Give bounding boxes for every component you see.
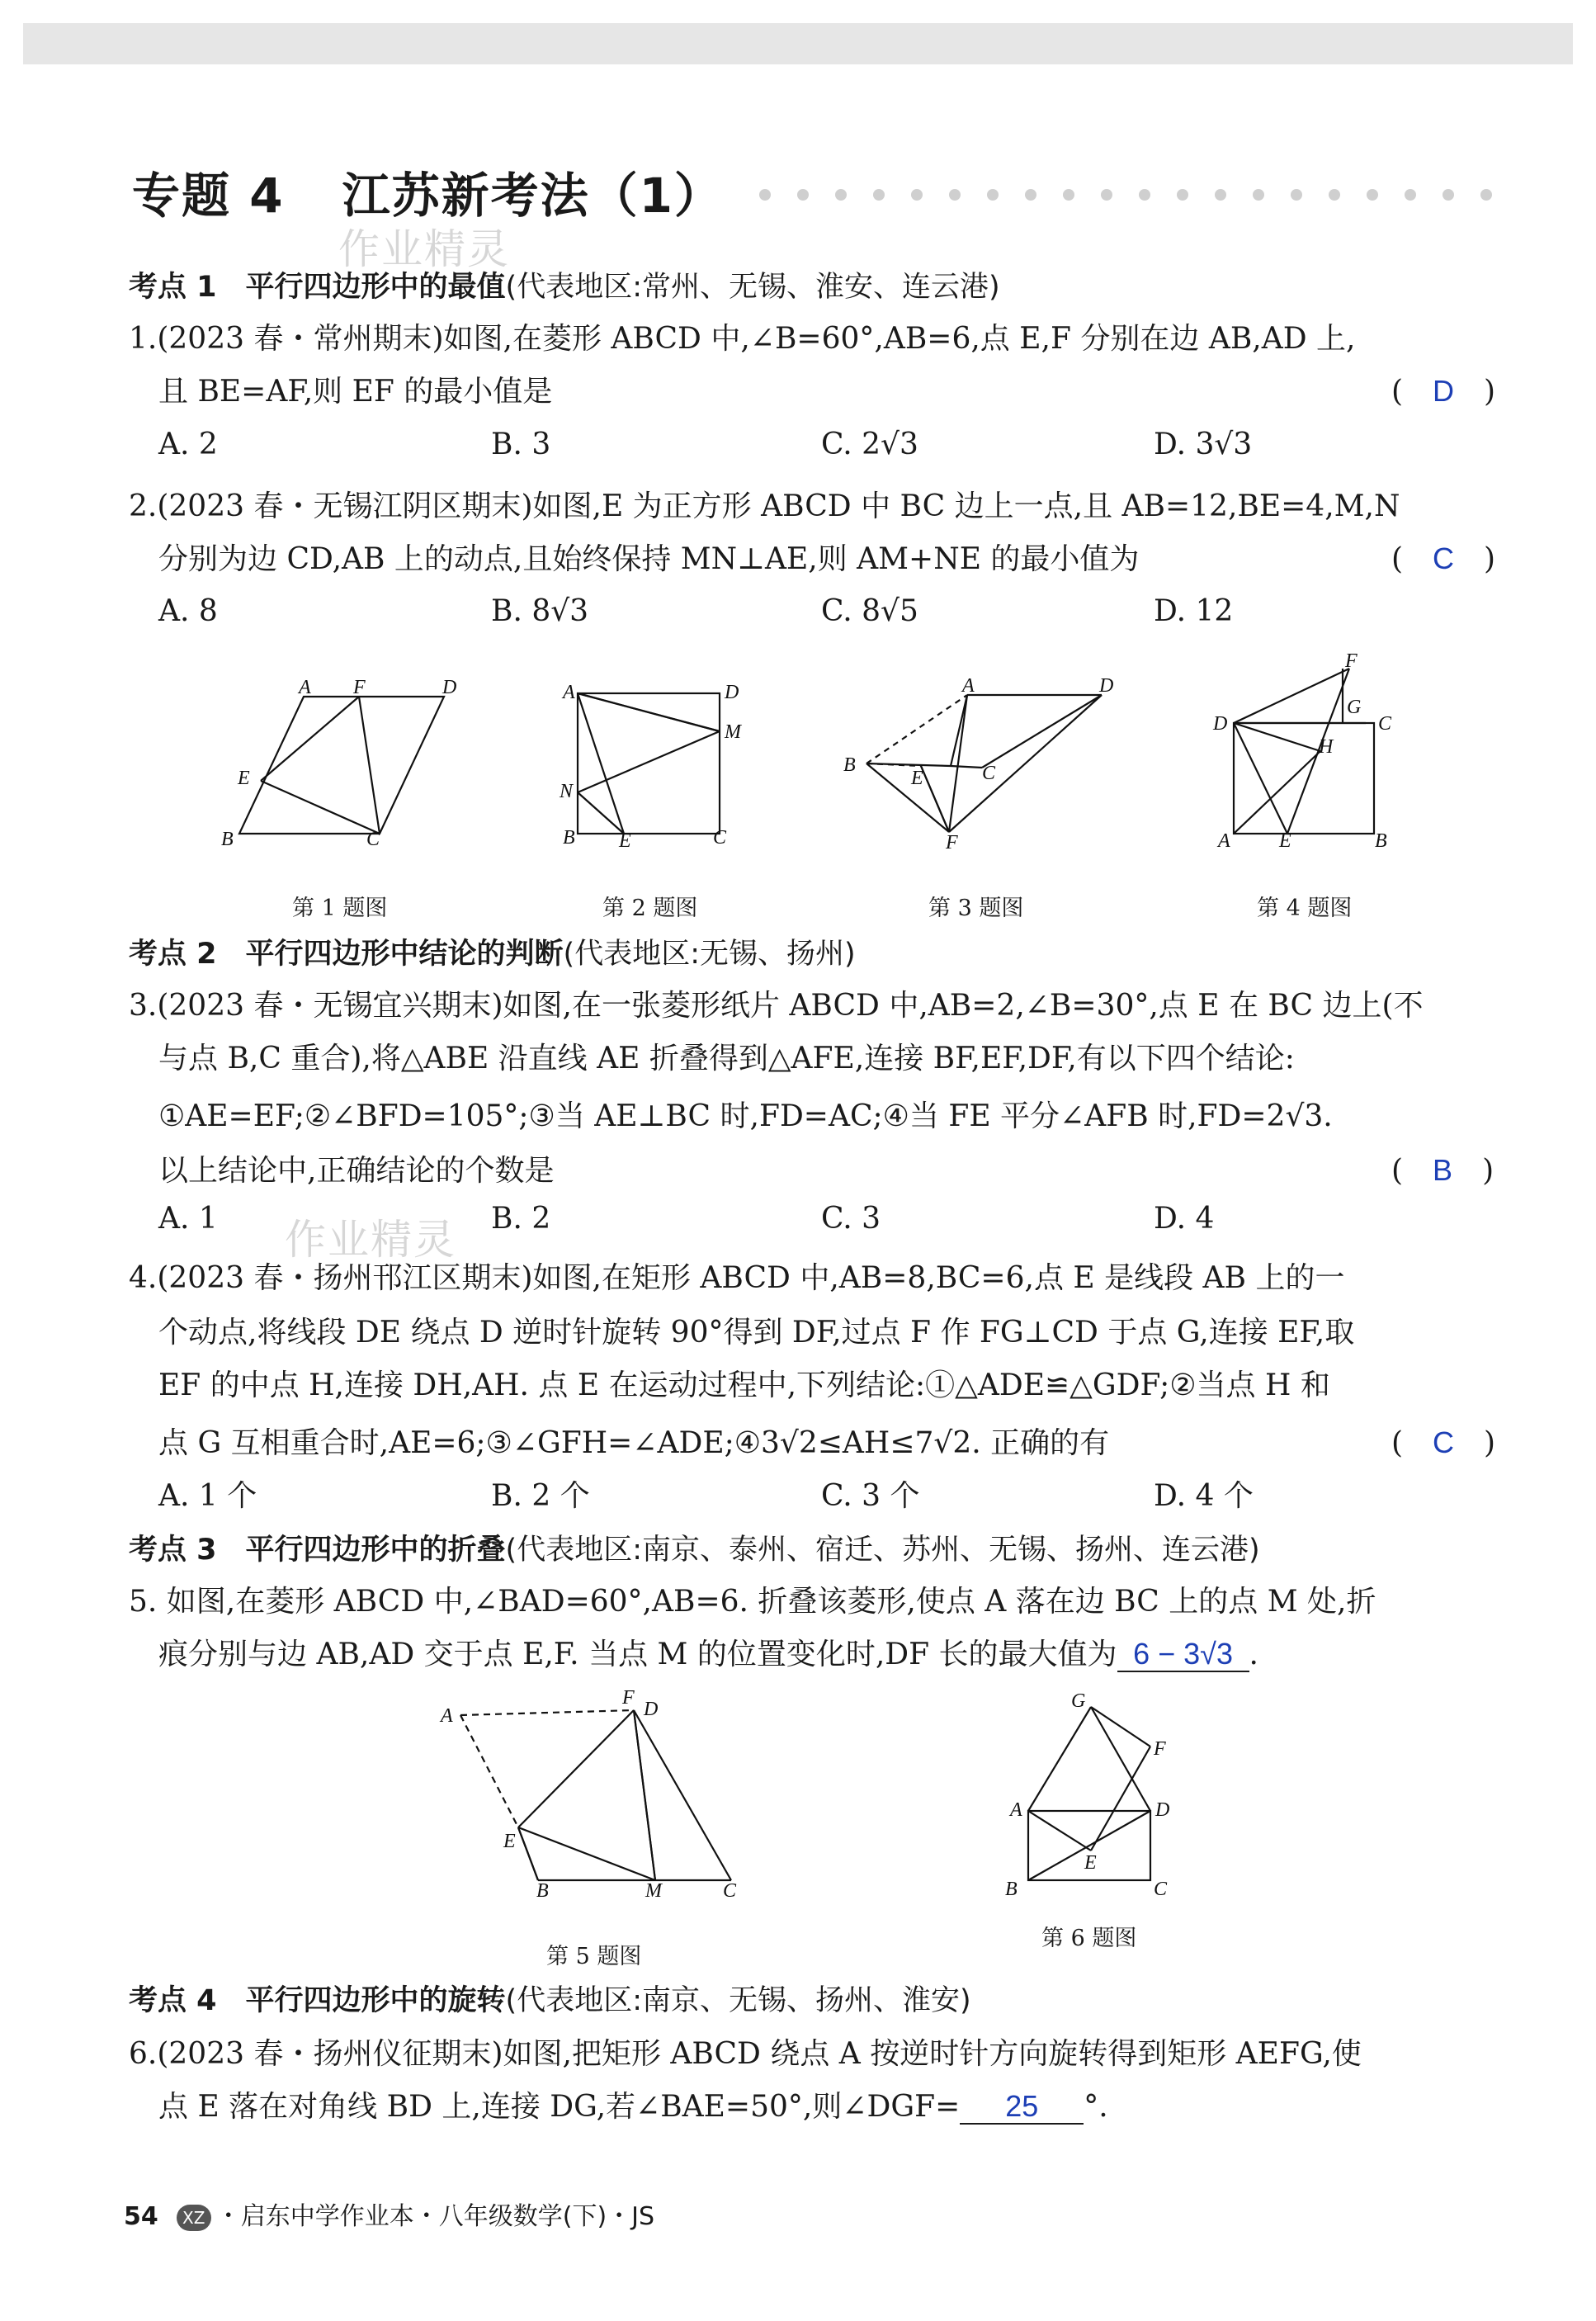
- fig6-label-b: B: [1005, 1879, 1018, 1900]
- q4-answer: ( C ): [1391, 1425, 1496, 1460]
- fig2-label-d: D: [725, 682, 739, 703]
- fig6-label-g: G: [1071, 1690, 1086, 1712]
- fig5-label-d: D: [644, 1699, 659, 1720]
- q4-line-2: 个动点,将线段 DE 绕点 D 逆时针旋转 90°得到 DF,过点 F 作 FG⊥CD 于点 G,连接 EF,取: [158, 1316, 1355, 1350]
- q3-line-2: 与点 B,C 重合),将△ABE 沿直线 AE 折叠得到△AFE,连接 BF,EF,DF,有以下四个结论:: [158, 1042, 1295, 1075]
- section-heading-3: 考点 3 平行四边形中的折叠(代表地区:南京、泰州、宿迁、苏州、无锡、扬州、连云港): [129, 1534, 1260, 1567]
- fig3-label-e: E: [911, 768, 923, 789]
- publisher-badge: XZ: [177, 2205, 211, 2231]
- fig4-label-h: H: [1319, 736, 1334, 758]
- topic-number: 专题 4: [132, 168, 285, 224]
- q4-option-d: D. 4 个: [1154, 1479, 1254, 1513]
- page-number: 54: [124, 2202, 158, 2231]
- q3-line-3: ①AE=EF;②∠BFD=105°;③当 AE⊥BC 时,FD=AC;④当 FE 平分∠AFB 时,FD=2√3.: [158, 1099, 1333, 1133]
- q6-answer-blank[interactable]: 25: [960, 2090, 1084, 2125]
- fig5-label-b: B: [536, 1880, 549, 1902]
- fig4-label-c: C: [1378, 713, 1392, 735]
- fig2-label-c: C: [713, 827, 727, 849]
- q6-line-1: 6.(2023 春・扬州仪征期末)如图,把矩形 ABCD 绕点 A 按逆时针方向旋转得到矩形 AEFG,使: [129, 2037, 1362, 2071]
- watermark: 作业精灵: [338, 225, 510, 273]
- q4-line-4: 点 G 互相重合时,AE=6;③∠GFH=∠ADE;④3√2≤AH≤7√2. 正确的有: [158, 1426, 1110, 1460]
- q1-line-2: 且 BE=AF,则 EF 的最小值是: [158, 375, 553, 409]
- fig5-label-f: F: [622, 1687, 635, 1709]
- q1-option-d: D. 3√3: [1154, 428, 1253, 461]
- fig3-label-d: D: [1099, 675, 1114, 697]
- fig3-label-b: B: [843, 754, 856, 776]
- q4-option-b: B. 2 个: [491, 1479, 590, 1513]
- fig6-label-a: A: [1010, 1799, 1022, 1821]
- fig5-label-m: M: [645, 1880, 662, 1902]
- q2-option-b: B. 8√3: [491, 594, 589, 628]
- q4-option-a: A. 1 个: [158, 1479, 257, 1513]
- section-heading-2: 考点 2 平行四边形中结论的判断(代表地区:无锡、扬州): [129, 938, 856, 971]
- fig4-label-b: B: [1375, 830, 1387, 852]
- q2-answer: ( C ): [1391, 541, 1496, 576]
- fig3-caption: 第 3 题图: [928, 896, 1024, 921]
- fig4-label-g: G: [1347, 697, 1362, 718]
- fig3-label-f: F: [946, 832, 958, 853]
- fig2-label-n: N: [560, 781, 574, 802]
- fig3-label-a: A: [962, 675, 975, 697]
- q6-line-2: 点 E 落在对角线 BD 上,连接 DG,若∠BAE=50°,则∠DGF= 25 °.: [158, 2089, 1108, 2124]
- page-footer: [124, 2196, 654, 2232]
- fig4-label-f: F: [1345, 650, 1358, 672]
- q3-line-4: 以上结论中,正确结论的个数是: [158, 1154, 555, 1188]
- q1-answer: ( D ): [1391, 374, 1496, 409]
- fig1-label-e: E: [238, 768, 250, 789]
- q3-line-1: 3.(2023 春・无锡宜兴期末)如图,在一张菱形纸片 ABCD 中,AB=2,∠B=30°,点 E 在 BC 边上(不: [129, 989, 1424, 1023]
- fig2-label-m: M: [725, 721, 741, 743]
- q4-line-1: 4.(2023 春・扬州邗江区期末)如图,在矩形 ABCD 中,AB=8,BC=6,点 E 是线段 AB 上的一: [129, 1261, 1345, 1295]
- fig5-caption: 第 5 题图: [546, 1944, 642, 1969]
- q3-answer: ( B ): [1391, 1153, 1494, 1188]
- fig1-caption: 第 1 题图: [292, 896, 388, 921]
- section-heading-4: 考点 4 平行四边形中的旋转(代表地区:南京、无锡、扬州、淮安): [129, 1984, 971, 2017]
- fig2-caption: 第 2 题图: [602, 896, 698, 921]
- fig1-label-f: F: [353, 677, 366, 698]
- fig6-label-d: D: [1155, 1799, 1170, 1821]
- section-heading-1: 考点 1 平行四边形中的最值(代表地区:常州、无锡、淮安、连云港): [129, 271, 1000, 304]
- q5-line-1: 5. 如图,在菱形 ABCD 中,∠BAD=60°,AB=6. 折叠该菱形,使点 A 落在边 BC 上的点 M 处,折: [129, 1585, 1376, 1619]
- watermark: 作业精灵: [285, 1216, 456, 1264]
- fig6-label-c: C: [1154, 1879, 1168, 1900]
- q2-option-c: C. 8√5: [821, 594, 918, 628]
- q1-line-1: 1.(2023 春・常州期末)如图,在菱形 ABCD 中,∠B=60°,AB=6,点 E,F 分别在边 AB,AD 上,: [129, 322, 1356, 356]
- q5-line-2: 痕分别与边 AB,AD 交于点 E,F. 当点 M 的位置变化时,DF 长的最大值为 6 − 3√3 .: [158, 1637, 1258, 1671]
- fig1-label-c: C: [366, 829, 380, 850]
- q2-line-1: 2.(2023 春・无锡江阴区期末)如图,E 为正方形 ABCD 中 BC 边上一点,且 AB=12,BE=4,M,N: [129, 489, 1400, 523]
- topic-title: 江苏新考法（1）: [342, 168, 724, 224]
- q3-option-c: C. 3: [821, 1202, 881, 1236]
- fig1-label-b: B: [221, 829, 234, 850]
- q5-answer-blank[interactable]: 6 − 3√3: [1117, 1638, 1249, 1672]
- q2-option-a: A. 8: [158, 594, 218, 628]
- q1-option-a: A. 2: [158, 428, 218, 461]
- q3-option-b: B. 2: [491, 1202, 551, 1236]
- fig1-label-d: D: [442, 677, 457, 698]
- fig5-label-a: A: [441, 1705, 453, 1727]
- fig5-label-e: E: [503, 1831, 516, 1852]
- fig4-caption: 第 4 题图: [1257, 896, 1353, 921]
- fig6-label-e: E: [1084, 1852, 1097, 1874]
- fig4-label-d: D: [1213, 713, 1228, 735]
- fig4-label-e: E: [1279, 830, 1291, 852]
- fig2-label-e: E: [619, 830, 631, 852]
- q3-option-a: A. 1: [158, 1202, 218, 1236]
- q4-line-3: EF 的中点 H,连接 DH,AH. 点 E 在运动过程中,下列结论:①△ADE≌△GDF;②当点 H 和: [158, 1368, 1330, 1402]
- fig5-label-c: C: [723, 1880, 737, 1902]
- q2-line-2: 分别为边 CD,AB 上的动点,且始终保持 MN⊥AE,则 AM+NE 的最小值为: [158, 542, 1140, 576]
- q2-option-d: D. 12: [1154, 594, 1234, 628]
- fig4-label-a: A: [1218, 830, 1230, 852]
- fig2-label-a: A: [563, 682, 575, 703]
- q3-option-d: D. 4: [1154, 1202, 1215, 1236]
- fig3-label-c: C: [982, 763, 996, 784]
- q1-option-b: B. 3: [491, 428, 551, 461]
- q4-option-c: C. 3 个: [821, 1479, 920, 1513]
- fig1-label-a: A: [299, 677, 311, 698]
- fig6-caption: 第 6 题图: [1041, 1926, 1137, 1951]
- fig6-label-f: F: [1154, 1738, 1166, 1760]
- fig2-label-b: B: [563, 827, 575, 849]
- q1-option-c: C. 2√3: [821, 428, 918, 461]
- footer-text: ・启东中学作业本・八年级数学(下)・JS: [215, 2202, 655, 2231]
